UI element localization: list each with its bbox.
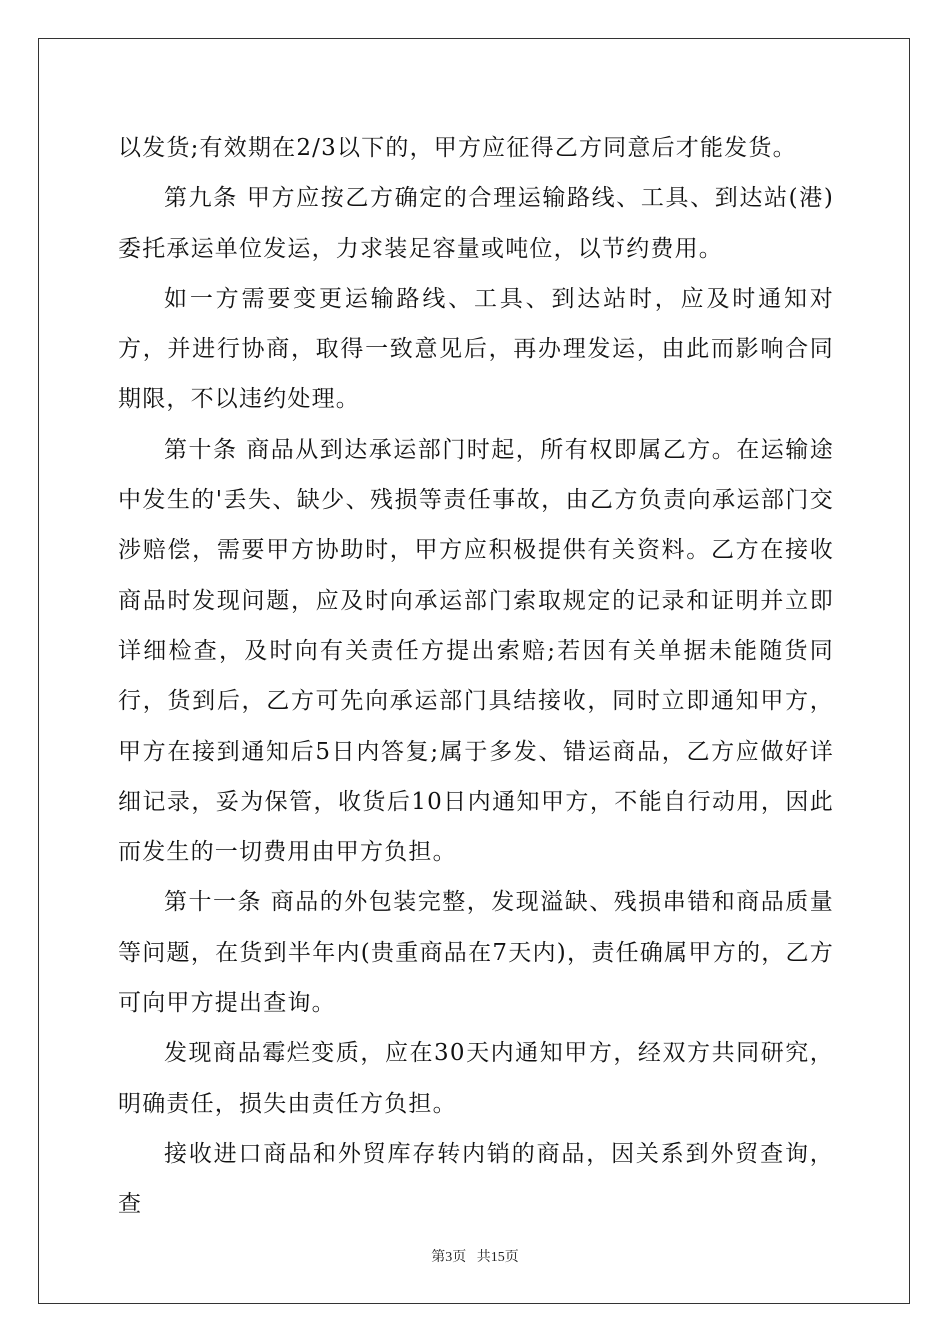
- page-footer: [0, 1246, 950, 1266]
- paragraph-route-change: 如一方需要变更运输路线、工具、到达站时，应及时通知对方，并进行协商，取得一致意见后，再办理发运，由此而影响合同期限，不以违约处理。: [118, 285, 834, 413]
- paragraph-spoilage: 发现商品霉烂变质，应在30天内通知甲方，经双方共同研究，明确责任，损失由责任方负担。: [118, 1040, 834, 1117]
- page-number: 第3页: [431, 1250, 467, 1265]
- paragraph-article-11: 第十一条 商品的外包装完整，发现溢缺、残损串错和商品质量等问题，在货到半年内(贵重商品在7天内)，责任确属甲方的，乙方可向甲方提出查询。: [118, 889, 834, 1017]
- paragraph-continuation: 以发货;有效期在2/3以下的，甲方应征得乙方同意后才能发货。: [118, 135, 797, 161]
- page-total: 共15页: [476, 1250, 519, 1265]
- paragraph-import-goods: 接收进口商品和外贸库存转内销的商品，因关系到外贸查询，查: [118, 1140, 834, 1218]
- paragraph-article-10: 第十条 商品从到达承运部门时起，所有权即属乙方。在运输途中发生的'丢失、缺少、残损等责任事故，由乙方负责向承运部门交涉赔偿，需要甲方协助时，甲方应积极提供有关资料。乙方在接收商品时发现问题，应及时向承运部门索取规定的记录和证明并立即详细检查，及时向有关责任方提出索赔;若因有关单据未能随货同行，货到后，乙方可先向承运部门具结接收，同时立即通知甲方，甲方在接到通知后5日内答复;属于多发、错运商品，乙方应做好详细记录，妥为保管，收货后10日内通知甲方，不能自行动用，因此而发生的一切费用由甲方负担。: [118, 436, 834, 866]
- document-body: [118, 123, 834, 1230]
- paragraph-article-9: 第九条 甲方应按乙方确定的合理运输路线、工具、到达站(港)委托承运单位发运，力求装足容量或吨位，以节约费用。: [118, 185, 834, 262]
